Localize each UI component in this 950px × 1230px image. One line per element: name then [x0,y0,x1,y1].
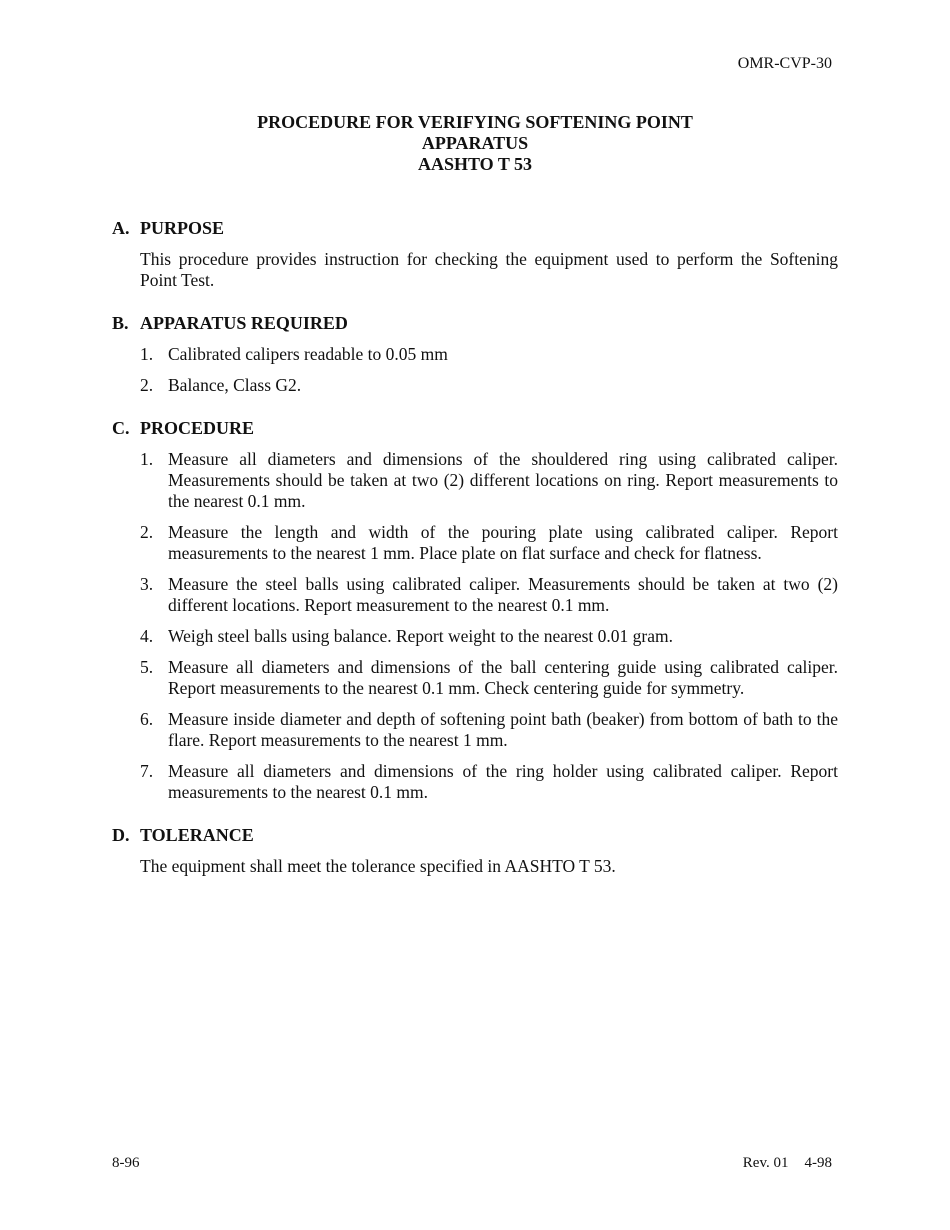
title-line-3: AASHTO T 53 [417,154,533,174]
document-code: OMR-CVP-30 [737,55,832,72]
section-letter: A. [112,218,130,238]
item-text: Measure all diameters and dimensions of the ring holder using calibrated caliper. Report measurements to the nearest 0.1 mm. [168,761,838,802]
list-item [140,761,838,803]
section-heading [112,218,838,239]
item-text: Measure the length and width of the pouring plate using calibrated caliper. Report measurements to the nearest 1 mm. Place plate on flat surface and check for flatness. [168,522,838,563]
item-number: 1. [140,449,154,469]
footer-revision [743,1155,832,1172]
item-number: 2. [140,522,154,542]
section-procedure [112,418,838,803]
item-number: 6. [140,709,154,729]
document-body [112,218,838,899]
section-letter: D. [112,825,130,845]
item-number: 4. [140,626,154,646]
revision-label: Rev. 01 [742,1155,789,1171]
item-text: Measure the steel balls using calibrated caliper. Measurements should be taken at two (2) different locations. Report measurement to the nearest 0.1 mm. [168,574,838,615]
revision-date: 4-98 [804,1155,832,1171]
item-number: 7. [140,761,154,781]
item-text: Measure all diameters and dimensions of the ball centering guide using calibrated caliper. Report measurements to the nearest 0.1 mm. Check centering guide for symmetry. [168,657,838,698]
item-number: 1. [140,344,154,364]
section-heading [112,313,838,334]
section-apparatus [112,313,838,396]
item-text: Weigh steel balls using balance. Report weight to the nearest 0.01 gram. [168,626,673,646]
list-item [140,449,838,512]
list-item [140,344,838,365]
purpose-text: This procedure provides instruction for checking the equipment used to perform the Softening Point Test. [140,249,838,290]
section-purpose [112,218,838,291]
section-heading [112,418,838,439]
item-number: 3. [140,574,154,594]
tolerance-text: The equipment shall meet the tolerance specified in AASHTO T 53. [140,856,616,876]
title-line-2: APPARATUS [421,133,529,153]
list-item [140,574,838,616]
section-letter: B. [112,313,129,333]
section-title: PURPOSE [140,218,225,238]
item-text: Calibrated calipers readable to 0.05 mm [168,344,448,364]
section-letter: C. [112,418,130,438]
list-item [140,375,838,396]
item-number: 2. [140,375,154,395]
footer-page-code: 8-96 [112,1155,140,1171]
item-text: Measure all diameters and dimensions of the shouldered ring using calibrated caliper. Measurements should be taken at two (2) different locations on ring. Report measurements to the nearest 0.1 mm. [168,449,838,511]
section-tolerance [112,825,838,877]
item-text: Balance, Class G2. [168,375,302,395]
section-title: PROCEDURE [140,418,255,438]
section-title: APPARATUS REQUIRED [140,313,348,333]
item-number: 5. [140,657,154,677]
list-item [140,522,838,564]
section-title: TOLERANCE [140,825,254,845]
section-heading [112,825,838,846]
page-title [0,112,950,175]
list-item [140,709,838,751]
procedure-list [140,449,838,803]
list-item [140,626,838,647]
list-item [140,657,838,699]
title-line-1: PROCEDURE FOR VERIFYING SOFTENING POINT [257,112,693,132]
apparatus-list [140,344,838,396]
item-text: Measure inside diameter and depth of softening point bath (beaker) from bottom of bath to the flare. Report measurements to the nearest 1 mm. [168,709,838,750]
